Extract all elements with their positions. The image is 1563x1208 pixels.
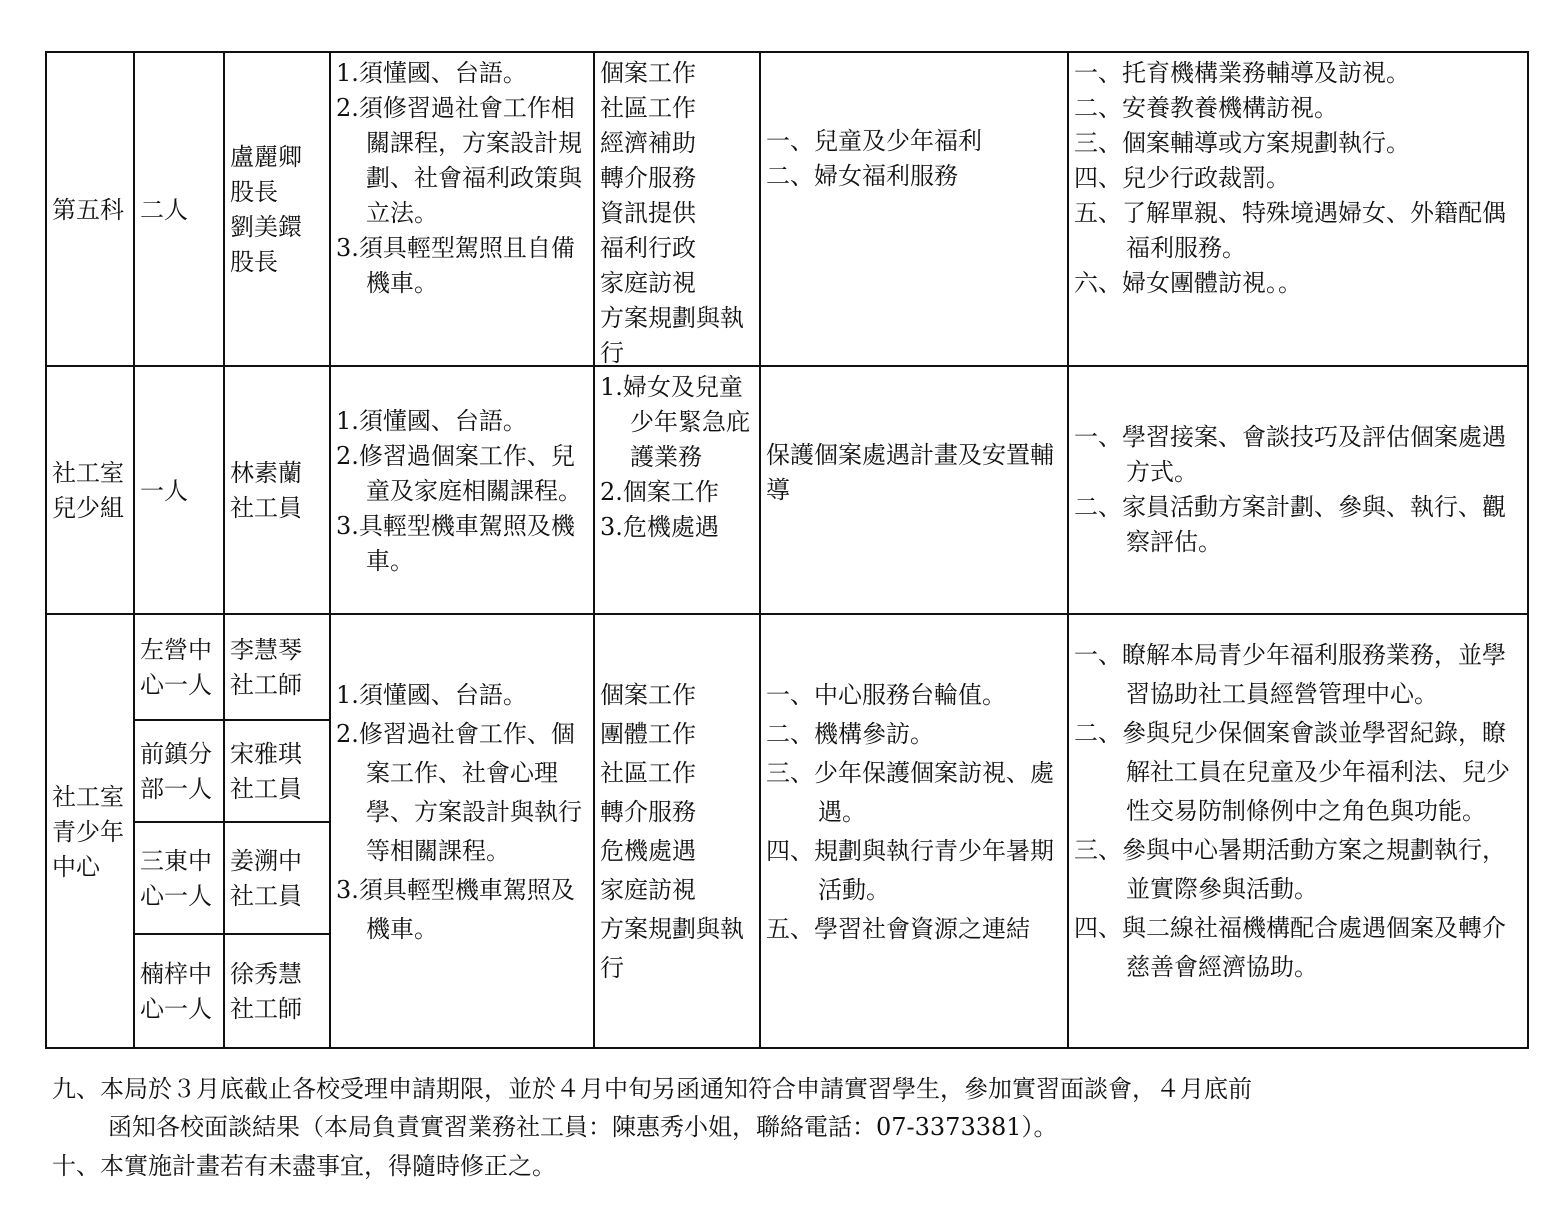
dept-text: 社工室 (52, 782, 124, 811)
service-item: 福利行政 (600, 234, 696, 262)
row2-business (762, 438, 1068, 518)
dept-text: 第五科 (52, 195, 124, 224)
count-text: 楠梓中 (140, 960, 212, 988)
task-item: 四、與二線社福機構配合處遇個案及轉介慈善會經濟協助。 (1074, 914, 1506, 981)
service-item: 團體工作 (600, 720, 696, 748)
staff-title: 股長 (230, 178, 278, 206)
requirement-item: 1.須懂國、台語。 (336, 406, 527, 435)
staff-title: 社工員 (230, 882, 302, 910)
business-item: 二、機構參訪。 (766, 720, 934, 748)
staff-name: 劉美鐶 (230, 213, 302, 241)
row2-tasks (1070, 420, 1528, 570)
business-item: 三、少年保護個案訪視、處遇。 (766, 759, 1054, 826)
staff-name: 盧麗卿 (230, 143, 302, 171)
staff-name: 姜溯中 (230, 847, 302, 875)
service-item: 方案規劃與執行 (600, 304, 744, 366)
service-item: 危機處遇 (600, 837, 696, 865)
service-item: 社區工作 (600, 94, 696, 122)
service-item: 經濟補助 (600, 129, 696, 157)
service-item: 個案工作 (600, 59, 696, 87)
subunit-staff (226, 722, 330, 822)
subunit-staff (226, 936, 330, 1048)
requirement-item: 1.須懂國、台語。 (336, 681, 527, 709)
business-item: 保護個案處遇計畫及安置輔導 (766, 441, 1054, 504)
service-item: 方案規劃與執行 (600, 915, 744, 982)
business-item: 五、學習社會資源之連結 (766, 915, 1030, 943)
dept-text: 中心 (52, 852, 100, 881)
dept-text: 社工室 (52, 459, 124, 487)
count-text: 部一人 (140, 775, 212, 803)
requirement-item: 3.須具輕型機車駕照及機車。 (336, 876, 575, 943)
row1-requirements (332, 56, 594, 366)
service-item: 3.危機處遇 (600, 513, 719, 541)
subunit-count (136, 824, 224, 934)
staff-name: 徐秀慧 (230, 960, 302, 988)
service-item: 社區工作 (600, 759, 696, 787)
row3-tasks (1070, 636, 1528, 1036)
staff-title: 社工員 (230, 494, 302, 522)
service-item: 個案工作 (600, 681, 696, 709)
subunit-staff (226, 824, 330, 934)
service-item: 家庭訪視 (600, 269, 696, 297)
row2-services (596, 370, 760, 614)
business-item: 一、兒童及少年福利 (766, 127, 982, 155)
staff-title: 股長 (230, 248, 278, 276)
row1-business (762, 124, 1068, 244)
service-item: 2.個案工作 (600, 478, 719, 506)
task-item: 五、了解單親、特殊境遇婦女、外籍配偶福利服務。 (1074, 199, 1506, 262)
row3-dept (48, 616, 134, 1048)
staff-name: 林素蘭 (230, 459, 302, 487)
task-item: 四、兒少行政裁罰。 (1074, 164, 1290, 192)
task-item: 二、參與兒少保個案會談並學習紀錄，瞭解社工員在兒童及少年福利法、兒少性交易防制條例中之角色與功能。 (1074, 719, 1510, 825)
dept-text: 兒少組 (52, 494, 124, 522)
requirement-item: 2.修習過個案工作、兒童及家庭相關課程。 (336, 441, 582, 505)
staff-title: 社工師 (230, 995, 302, 1023)
dept-text: 青少年 (52, 817, 124, 846)
task-item: 一、托育機構業務輔導及訪視。 (1074, 59, 1410, 87)
row1-tasks (1070, 56, 1528, 366)
staff-name: 宋雅琪 (230, 740, 302, 768)
subunit-count (136, 722, 224, 822)
row2-count (136, 368, 224, 614)
staff-title: 社工師 (230, 671, 302, 699)
requirement-item: 2.修習過社會工作、個案工作、社會心理學、方案設計與執行等相關課程。 (336, 720, 582, 865)
task-item: 一、學習接案、會談技巧及評估個案處遇方式。 (1074, 423, 1506, 486)
note-item-9-line2: 函知各校面談結果（本局負責實習業務社工員：陳惠秀小姐，聯絡電話：07-3373381）。 (108, 1113, 1058, 1141)
task-item: 一、瞭解本局青少年福利服務業務，並學習協助社工員經營管理中心。 (1074, 641, 1506, 708)
row1-dept (48, 54, 134, 366)
service-item: 轉介服務 (600, 798, 696, 826)
staff-title: 社工員 (230, 775, 302, 803)
count-text: 三東中 (140, 847, 212, 875)
row2-dept (48, 368, 134, 614)
requirement-item: 1.須懂國、台語。 (336, 59, 527, 87)
service-item: 轉介服務 (600, 164, 696, 192)
row2-requirements (332, 368, 594, 614)
note-item-10: 十、本實施計畫若有未盡事宜，得隨時修正之。 (52, 1152, 556, 1180)
row1-count (136, 54, 224, 366)
row1-services (596, 56, 760, 366)
requirement-item: 3.須具輕型駕照且自備機車。 (336, 234, 575, 297)
row2-staff (226, 368, 330, 614)
row3-requirements (332, 676, 594, 996)
task-item: 三、參與中心暑期活動方案之規劃執行，並實際參與活動。 (1074, 836, 1506, 903)
count-text: 心一人 (140, 995, 212, 1023)
business-item: 二、婦女福利服務 (766, 162, 958, 190)
row3-business (762, 676, 1068, 976)
task-item: 六、婦女團體訪視。。 (1074, 269, 1302, 297)
staff-name: 李慧琴 (230, 636, 302, 664)
task-item: 二、安養教養機構訪視。 (1074, 94, 1338, 122)
service-item: 資訊提供 (600, 199, 696, 227)
task-item: 二、家員活動方案計劃、參與、執行、觀察評估。 (1074, 493, 1506, 556)
count-text: 一人 (140, 476, 188, 505)
task-item: 三、個案輔導或方案規劃執行。 (1074, 129, 1410, 157)
count-text: 前鎮分 (140, 740, 212, 768)
subunit-count (136, 616, 224, 720)
business-item: 四、規劃與執行青少年暑期活動。 (766, 837, 1054, 904)
count-text: 二人 (140, 195, 188, 224)
row1-staff (226, 54, 330, 366)
count-text: 心一人 (140, 882, 212, 910)
service-item: 家庭訪視 (600, 876, 696, 904)
subunit-count (136, 936, 224, 1048)
count-text: 左營中 (140, 636, 212, 664)
row3-services (596, 676, 760, 996)
requirement-item: 3.具輕型機車駕照及機車。 (336, 511, 575, 575)
count-text: 心一人 (140, 671, 212, 699)
note-item-9-line1: 九、本局於３月底截止各校受理申請期限，並於４月中旬另函通知符合申請實習學生，參加實習面談會，４月底前 (52, 1075, 1252, 1103)
business-item: 一、中心服務台輪值。 (766, 681, 1006, 709)
subunit-staff (226, 616, 330, 720)
service-item: 1.婦女及兒童少年緊急庇護業務 (600, 373, 750, 471)
requirement-item: 2.須修習過社會工作相關課程，方案設計規劃、社會福利政策與立法。 (336, 94, 582, 227)
